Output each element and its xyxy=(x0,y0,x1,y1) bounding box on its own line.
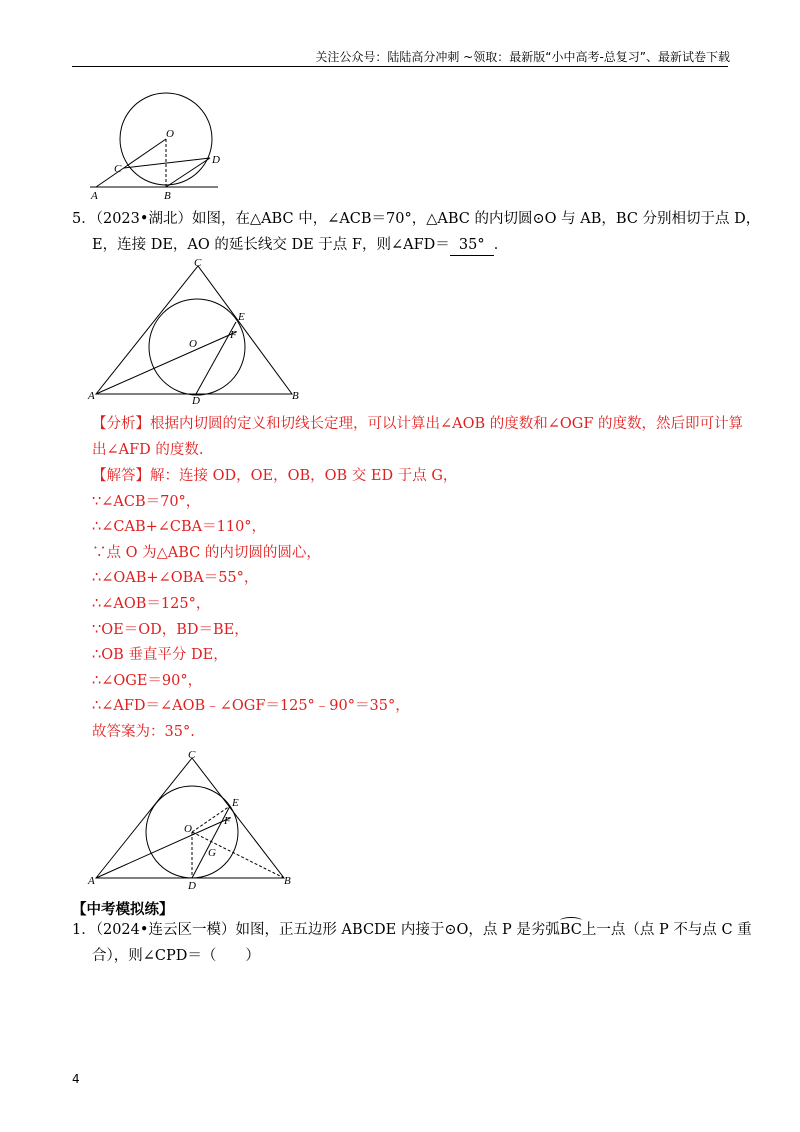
page-number: 4 xyxy=(72,1072,80,1086)
figure-problem-5 xyxy=(86,254,306,404)
figure-solution xyxy=(84,744,304,890)
label-A: A xyxy=(91,190,98,202)
solution-line: 【解答】解：连接 OD，OE，OB，OB 交 ED 于点 G， xyxy=(92,468,458,484)
label-D: D xyxy=(188,880,196,890)
solution-line: ∵点 O 为△ABC 的内切圆的圆心， xyxy=(92,544,321,561)
label-C: C xyxy=(114,163,122,175)
label-O: O xyxy=(184,823,192,835)
label-B: B xyxy=(164,190,171,202)
solution-line: ∴∠CAB+∠CBA＝110°， xyxy=(92,519,267,536)
problem-1-line-1: 1．（2024•连云区一模）如图，正五边形 ABCDE 内接于⊙O，点 P 是劣弧 BC上一点（点 P 不与点 C 重 xyxy=(72,920,752,940)
analysis-line-2: 出∠AFD 的度数. xyxy=(92,442,204,458)
label-A: A xyxy=(88,875,95,887)
label-F: F xyxy=(230,329,237,341)
label-A: A xyxy=(88,390,95,402)
answer-blank: 35° xyxy=(450,235,494,256)
label-C: C xyxy=(188,749,196,761)
solution-line: ∴OB 垂直平分 DE， xyxy=(92,647,228,664)
page-header: 关注公众号：陆陆高分冲刺 ~领取：最新版“小中高考-总复习”、最新试卷下载 xyxy=(315,50,730,64)
solution-line: ∴∠OAB+∠OBA＝55°， xyxy=(92,570,259,587)
solution-line: ∴∠AOB＝125°， xyxy=(92,595,211,612)
solution-line: ∵OE＝OD，BD＝BE， xyxy=(92,621,249,638)
solution-line: ∴∠AFD＝∠AOB﹣∠OGF＝125°﹣90°＝35°， xyxy=(92,698,410,715)
problem-1-line-2: 合），则∠CPD＝（ ） xyxy=(92,948,260,964)
label-D: D xyxy=(192,395,200,404)
arc-bc: BC xyxy=(560,920,582,940)
header-rule xyxy=(72,66,728,67)
problem-number: 5． xyxy=(72,211,96,227)
solution-line: ∴∠OGE＝90°， xyxy=(92,672,203,689)
problem-number: 1． xyxy=(72,922,96,938)
label-F: F xyxy=(224,815,231,827)
label-O: O xyxy=(166,128,174,140)
analysis-line-1: 【分析】根据内切圆的定义和切线长定理，可以计算出∠AOB 的度数和∠OGF 的度数，然后即可计算 xyxy=(92,416,744,432)
problem-text: E，连接 DE，AO 的延长线交 DE 于点 F，则∠AFD＝ xyxy=(92,237,450,253)
figure-top xyxy=(88,92,228,202)
label-D: D xyxy=(212,154,220,166)
solution-line: 故答案为：35°. xyxy=(92,723,195,740)
problem-text: （2023•湖北）如图，在△ABC 中，∠ACB＝70°，△ABC 的内切圆⊙O 与 AB，BC 分别相切于点 D， xyxy=(95,211,761,227)
label-O: O xyxy=(189,338,197,350)
problem-5-line-1 xyxy=(72,209,760,229)
label-G: G xyxy=(208,847,216,859)
problem-5-line-2: E，连接 DE，AO 的延长线交 DE 于点 F，则∠AFD＝ 35° ． xyxy=(92,235,508,256)
solution-line: ∵∠ACB＝70°， xyxy=(92,493,201,510)
label-E: E xyxy=(232,797,239,809)
label-B: B xyxy=(284,875,291,887)
section-title: 【中考模拟练】 xyxy=(72,902,174,918)
label-C: C xyxy=(194,257,202,269)
label-E: E xyxy=(238,311,245,323)
solution-block xyxy=(92,466,457,748)
label-B: B xyxy=(292,390,299,402)
